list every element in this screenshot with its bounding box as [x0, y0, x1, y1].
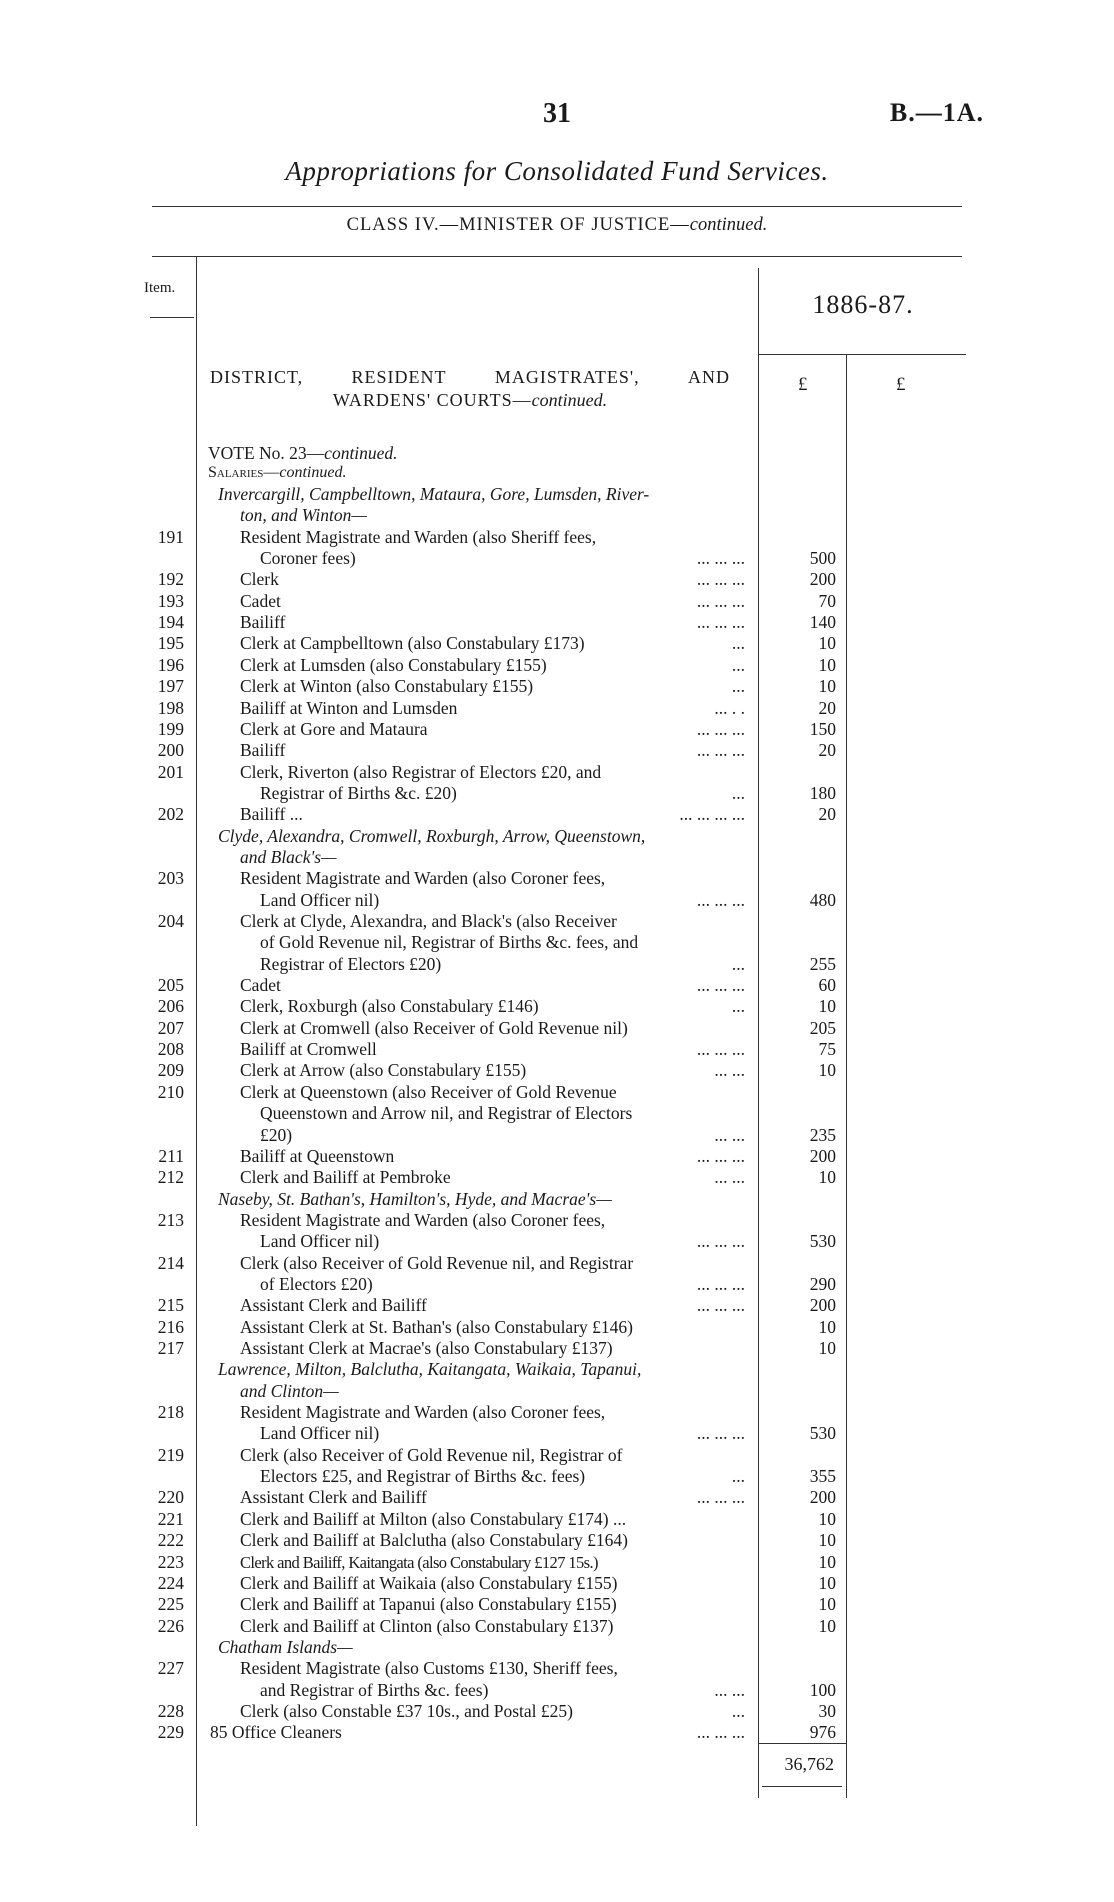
- leader-dots: ... ... ...: [696, 548, 745, 569]
- item-description: Land Officer nil): [260, 889, 380, 910]
- leader-dots: ... ... ...: [696, 740, 745, 761]
- item-description: Assistant Clerk and Bailiff: [240, 1487, 427, 1508]
- table-row: [0, 1466, 1114, 1487]
- district-group-row: [0, 1637, 1114, 1658]
- item-description: Chatham Islands—: [218, 1636, 353, 1657]
- total-rule-bottom: [762, 1786, 842, 1787]
- section-heading-line-2: WARDENS' COURTS—: [332, 390, 532, 410]
- leader-dots: ...: [731, 676, 745, 697]
- table-row: [0, 783, 1114, 804]
- item-amount: 10: [818, 1508, 836, 1529]
- item-description: Queenstown and Arrow nil, and Registrar of Electors: [260, 1103, 633, 1124]
- item-description: Resident Magistrate and Warden (also Coroner fees,: [240, 1209, 606, 1230]
- leader-dots: ...: [731, 654, 745, 675]
- district-group-row: [0, 484, 1114, 505]
- item-amount: 200: [809, 1145, 836, 1166]
- item-description: Registrar of Electors £20): [260, 953, 442, 974]
- item-amount: 150: [809, 718, 836, 739]
- item-description: of Electors £20): [260, 1273, 373, 1294]
- table-row: [0, 527, 1114, 548]
- table-row: [0, 1018, 1114, 1039]
- item-number: 216: [157, 1316, 184, 1337]
- item-description: and Registrar of Births &c. fees): [260, 1679, 489, 1700]
- item-amount: 10: [818, 1572, 836, 1593]
- leader-dots: ...: [731, 1466, 745, 1487]
- class-heading-text: CLASS IV.—MINISTER OF JUSTICE—: [346, 215, 690, 235]
- item-amount: 10: [818, 1551, 836, 1572]
- table-row: [0, 762, 1114, 783]
- page-number: 31: [543, 98, 571, 129]
- item-number: 225: [157, 1594, 184, 1615]
- item-number: 222: [157, 1530, 184, 1551]
- item-header-rule: [150, 317, 194, 318]
- item-description: Clerk and Bailiff, Kaitangata (also Constabulary £127 15s.): [240, 1552, 598, 1572]
- item-number: 208: [157, 1039, 184, 1060]
- item-number: 229: [157, 1722, 184, 1743]
- item-amount: 976: [809, 1722, 836, 1743]
- item-number: 220: [157, 1487, 184, 1508]
- year-header-rule: [758, 354, 966, 355]
- item-number: 223: [157, 1551, 184, 1572]
- table-row: [0, 591, 1114, 612]
- item-description: Resident Magistrate and Warden (also Coroner fees,: [240, 1402, 606, 1423]
- section-heading-word-1: DISTRICT,: [210, 367, 304, 387]
- class-heading: [0, 215, 1114, 236]
- item-number: 218: [157, 1402, 184, 1423]
- item-description: Clerk (also Receiver of Gold Revenue nil, and Registrar: [240, 1252, 634, 1273]
- table-row: [0, 1402, 1114, 1423]
- table-row: [0, 1722, 1114, 1743]
- table-row: [0, 954, 1114, 975]
- table-row: [0, 698, 1114, 719]
- table-row: [0, 1039, 1114, 1060]
- item-column-header: Item.: [144, 280, 176, 296]
- leader-dots: ...: [731, 782, 745, 803]
- salaries-line-suffix: continued.: [279, 464, 347, 481]
- item-amount: 10: [818, 1594, 836, 1615]
- item-description: Bailiff at Queenstown: [240, 1145, 395, 1166]
- leader-dots: ... ... ...: [696, 1423, 745, 1444]
- item-number: 228: [157, 1700, 184, 1721]
- item-amount: 355: [809, 1466, 836, 1487]
- paper-code: B.—1A.: [889, 98, 984, 127]
- currency-left: £: [798, 374, 808, 395]
- item-number: 211: [158, 1145, 184, 1166]
- table-row: [0, 1167, 1114, 1188]
- item-description: Bailiff at Winton and Lumsden: [240, 697, 458, 718]
- district-group-row: [0, 505, 1114, 526]
- currency-right: £: [896, 374, 906, 395]
- item-description: Clerk (also Receiver of Gold Revenue nil, Registrar of: [240, 1444, 623, 1465]
- item-description: Bailiff: [240, 740, 286, 761]
- item-description: Land Officer nil): [260, 1423, 380, 1444]
- year-header: 1886-87.: [812, 290, 914, 319]
- table-row: [0, 1530, 1114, 1551]
- item-description: Coroner fees): [260, 548, 356, 569]
- district-group-row: [0, 826, 1114, 847]
- item-number: 196: [157, 654, 184, 675]
- vote-line-suffix: continued.: [324, 443, 398, 463]
- table-row: [0, 1616, 1114, 1637]
- item-number: 200: [157, 740, 184, 761]
- table-row: [0, 932, 1114, 953]
- table-row: [0, 1680, 1114, 1701]
- item-number: 195: [157, 633, 184, 654]
- item-number: 227: [157, 1658, 184, 1679]
- item-description: Clerk at Arrow (also Constabulary £155): [240, 1060, 527, 1081]
- district-group-row: [0, 847, 1114, 868]
- item-amount: 530: [809, 1231, 836, 1252]
- item-number: 209: [157, 1060, 184, 1081]
- item-amount: 10: [818, 1615, 836, 1636]
- item-amount: 10: [818, 654, 836, 675]
- item-description: Bailiff ...: [240, 804, 303, 825]
- page-title: Appropriations for Consolidated Fund Services.: [285, 156, 829, 186]
- item-number: 207: [157, 1017, 184, 1038]
- item-amount: 10: [818, 676, 836, 697]
- item-amount: 10: [818, 1316, 836, 1337]
- table-row: [0, 655, 1114, 676]
- item-number: 224: [157, 1572, 184, 1593]
- table-row: [0, 1487, 1114, 1508]
- item-number: 203: [157, 868, 184, 889]
- vote-line: [208, 443, 398, 464]
- table-row: [0, 719, 1114, 740]
- item-amount: 10: [818, 996, 836, 1017]
- item-amount: 10: [818, 1338, 836, 1358]
- item-amount: 205: [809, 1017, 836, 1038]
- vote-line-text: VOTE No. 23—: [208, 443, 325, 463]
- item-description: 85 Office Cleaners: [210, 1722, 342, 1743]
- table-row: [0, 612, 1114, 633]
- item-description: Clyde, Alexandra, Cromwell, Roxburgh, Arrow, Queenstown,: [218, 825, 646, 846]
- leader-dots: ... ... ...: [696, 569, 745, 590]
- table-row: [0, 740, 1114, 761]
- table-row: [0, 1701, 1114, 1722]
- item-description: Assistant Clerk at Macrae's (also Constabulary £137): [240, 1338, 613, 1358]
- item-description: Registrar of Births &c. £20): [260, 782, 457, 803]
- item-amount: 70: [818, 590, 836, 611]
- item-amount: 500: [809, 548, 836, 569]
- leader-dots: ...: [731, 1700, 745, 1721]
- leader-dots: ...: [731, 633, 745, 654]
- item-description: Clerk at Queenstown (also Receiver of Gold Revenue: [240, 1081, 617, 1102]
- leader-dots: ... ... ...: [696, 1722, 745, 1743]
- leader-dots: ... ... ...: [696, 590, 745, 611]
- item-amount: 20: [818, 740, 836, 761]
- item-description: Resident Magistrate and Warden (also Coroner fees,: [240, 868, 606, 889]
- title-rule: [152, 206, 962, 207]
- leader-dots: ... ... ...: [696, 1039, 745, 1060]
- district-group-row: [0, 1381, 1114, 1402]
- leader-dots: ... ... ...: [696, 1145, 745, 1166]
- item-number: 201: [157, 761, 184, 782]
- table-row: [0, 1423, 1114, 1444]
- table-row: [0, 911, 1114, 932]
- item-description: Assistant Clerk and Bailiff: [240, 1295, 427, 1316]
- leader-dots: ... ... ...: [696, 1487, 745, 1508]
- leader-dots: ... ... ...: [696, 718, 745, 739]
- item-description: Bailiff at Cromwell: [240, 1039, 377, 1060]
- item-description: and Black's—: [240, 846, 337, 867]
- class-heading-suffix: continued.: [689, 215, 768, 235]
- table-row: [0, 996, 1114, 1017]
- item-description: £20): [260, 1124, 293, 1145]
- leader-dots: ... ... ...: [696, 1273, 745, 1294]
- item-amount: 200: [809, 1487, 836, 1508]
- item-number: 219: [157, 1444, 184, 1465]
- table-row: [0, 804, 1114, 825]
- item-number: 204: [157, 911, 184, 931]
- item-number: 210: [157, 1081, 184, 1102]
- item-number: 213: [157, 1209, 184, 1230]
- leader-dots: ... ...: [714, 1060, 745, 1081]
- item-description: Clerk, Riverton (also Registrar of Electors £20, and: [240, 761, 602, 782]
- table-row: [0, 1103, 1114, 1124]
- table-row: [0, 868, 1114, 889]
- leader-dots: ... . .: [714, 697, 745, 718]
- table-row: [0, 1231, 1114, 1252]
- table-row: [0, 1317, 1114, 1338]
- item-number: 198: [157, 697, 184, 718]
- salaries-line: [208, 464, 346, 482]
- item-description: Assistant Clerk at St. Bathan's (also Constabulary £146): [240, 1316, 633, 1337]
- item-amount: 20: [818, 804, 836, 825]
- table-row: [0, 1573, 1114, 1594]
- item-amount: 60: [818, 975, 836, 996]
- item-number: 192: [157, 569, 184, 590]
- item-description: Clerk and Bailiff at Waikaia (also Constabulary £155): [240, 1572, 618, 1593]
- table-row: [0, 1295, 1114, 1316]
- section-heading-word-4: AND: [687, 367, 730, 387]
- leader-dots: ... ...: [714, 1167, 745, 1188]
- item-amount: 75: [818, 1039, 836, 1060]
- item-description: Cadet: [240, 590, 281, 611]
- district-group-row: [0, 1189, 1114, 1210]
- table-row: [0, 975, 1114, 996]
- item-amount: 30: [818, 1700, 836, 1721]
- item-number: 205: [157, 975, 184, 996]
- item-description: Lawrence, Milton, Balclutha, Kaitangata, Waikaia, Tapanui,: [218, 1359, 642, 1380]
- item-description: and Clinton—: [240, 1380, 339, 1401]
- item-description: Invercargill, Campbelltown, Mataura, Gore, Lumsden, River-: [218, 484, 650, 504]
- item-number: 202: [157, 804, 184, 825]
- item-description: Clerk and Bailiff at Balclutha (also Constabulary £164): [240, 1530, 628, 1551]
- item-number: 197: [157, 676, 184, 697]
- item-number: 212: [157, 1167, 184, 1188]
- table-row: [0, 548, 1114, 569]
- table-row: [0, 1274, 1114, 1295]
- item-description: Land Officer nil): [260, 1231, 380, 1252]
- item-amount: 200: [809, 1295, 836, 1316]
- section-heading-word-2: RESIDENT: [351, 367, 447, 387]
- item-amount: 20: [818, 697, 836, 718]
- item-description: Bailiff: [240, 612, 286, 633]
- district-group-row: [0, 1359, 1114, 1380]
- table-row: [0, 1253, 1114, 1274]
- item-amount: 255: [809, 953, 836, 974]
- leader-dots: ... ... ... ...: [679, 804, 745, 825]
- leader-dots: ... ... ...: [696, 975, 745, 996]
- table-row: [0, 1594, 1114, 1615]
- item-description: Cadet: [240, 975, 281, 996]
- item-description: Clerk and Bailiff at Tapanui (also Constabulary £155): [240, 1594, 617, 1615]
- total-amount: 36,762: [784, 1754, 834, 1774]
- item-amount: 530: [809, 1423, 836, 1444]
- table-row: [0, 1552, 1114, 1573]
- table-row: [0, 1338, 1114, 1359]
- item-description: Clerk at Clyde, Alexandra, and Black's (also Receiver: [240, 911, 617, 931]
- item-number: 199: [157, 718, 184, 739]
- section-heading-word-3: MAGISTRATES',: [494, 367, 640, 387]
- leader-dots: ... ... ...: [696, 1295, 745, 1316]
- item-description: of Gold Revenue nil, Registrar of Births &c. fees, and: [260, 932, 639, 953]
- item-amount: 480: [809, 889, 836, 910]
- table-row: [0, 1210, 1114, 1231]
- item-amount: 10: [818, 1167, 836, 1188]
- item-number: 194: [157, 612, 184, 633]
- item-amount: 235: [809, 1124, 836, 1145]
- leader-dots: ...: [731, 953, 745, 974]
- item-amount: 180: [809, 782, 836, 803]
- item-amount: 200: [809, 569, 836, 590]
- item-amount: 10: [818, 1530, 836, 1551]
- item-amount: 290: [809, 1273, 836, 1294]
- item-description: Naseby, St. Bathan's, Hamilton's, Hyde, and Macrae's—: [218, 1188, 612, 1209]
- table-row: [0, 676, 1114, 697]
- item-description: Clerk at Winton (also Constabulary £155): [240, 676, 534, 697]
- leader-dots: ... ... ...: [696, 1231, 745, 1252]
- table-row: [0, 1509, 1114, 1530]
- leader-dots: ... ... ...: [696, 612, 745, 633]
- item-description: Electors £25, and Registrar of Births &c. fees): [260, 1466, 586, 1487]
- item-description: Clerk at Gore and Mataura: [240, 718, 428, 739]
- section-heading: [210, 366, 730, 412]
- item-number: 191: [157, 526, 184, 547]
- item-description: Clerk at Cromwell (also Receiver of Gold Revenue nil): [240, 1017, 628, 1038]
- item-number: 226: [157, 1615, 184, 1636]
- total-rule-top: [758, 1743, 846, 1744]
- table-row: [0, 1658, 1114, 1679]
- item-number: 215: [157, 1295, 184, 1316]
- item-description: Clerk and Bailiff at Clinton (also Constabulary £137): [240, 1615, 614, 1636]
- item-description: Clerk at Campbelltown (also Constabulary £173): [240, 633, 585, 654]
- item-number: 193: [157, 590, 184, 611]
- table-row: [0, 1060, 1114, 1081]
- item-description: ton, and Winton—: [240, 505, 367, 526]
- table-row: [0, 1445, 1114, 1466]
- table-top-rule: [152, 256, 962, 257]
- item-number: 214: [157, 1252, 184, 1273]
- item-description: Clerk and Bailiff at Pembroke: [240, 1167, 451, 1188]
- table-row: [0, 569, 1114, 590]
- table-row: [0, 633, 1114, 654]
- leader-dots: ... ...: [714, 1679, 745, 1700]
- item-amount: 10: [818, 633, 836, 654]
- item-description: Clerk, Roxburgh (also Constabulary £146): [240, 996, 539, 1017]
- item-amount: 140: [809, 612, 836, 633]
- salaries-line-text: Salaries—: [208, 464, 280, 481]
- item-description: Resident Magistrate and Warden (also Sheriff fees,: [240, 526, 597, 547]
- section-heading-suffix: continued.: [531, 390, 608, 410]
- item-number: 221: [157, 1508, 184, 1529]
- item-description: Clerk at Lumsden (also Constabulary £155): [240, 654, 547, 675]
- item-amount: 100: [809, 1679, 836, 1700]
- leader-dots: ... ...: [714, 1124, 745, 1145]
- item-number: 217: [157, 1338, 184, 1358]
- item-description: Clerk and Bailiff at Milton (also Constabulary £174) ...: [240, 1508, 627, 1529]
- item-description: Clerk: [240, 569, 279, 590]
- item-description: Resident Magistrate (also Customs £130, Sheriff fees,: [240, 1658, 618, 1679]
- item-description: Clerk (also Constable £37 10s., and Postal £25): [240, 1700, 573, 1721]
- leader-dots: ... ... ...: [696, 889, 745, 910]
- table-row: [0, 1146, 1114, 1167]
- item-amount: 10: [818, 1060, 836, 1081]
- table-row: [0, 890, 1114, 911]
- item-number: 206: [157, 996, 184, 1017]
- leader-dots: ...: [731, 996, 745, 1017]
- table-row: [0, 1082, 1114, 1103]
- table-row: [0, 1125, 1114, 1146]
